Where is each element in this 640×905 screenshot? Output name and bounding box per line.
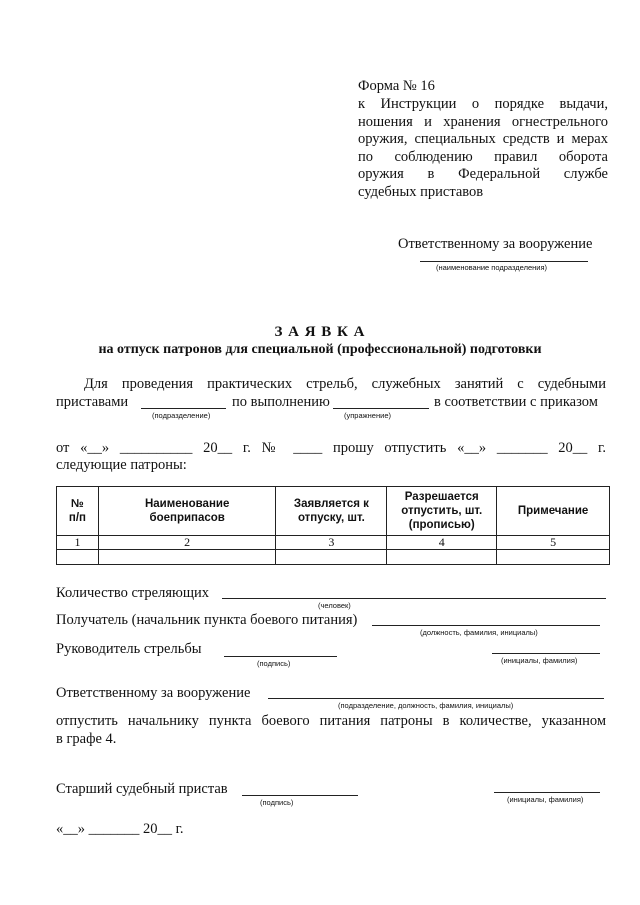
responsible-caption: (подразделение, должность, фамилия, инициалы) [338,701,514,710]
responsible-label: Ответственному за вооружение [56,685,251,701]
senior-sign-blank [242,795,358,796]
table-header-row [57,487,610,536]
table-cell [497,550,610,565]
cartridge-table [56,486,610,565]
body-line-3: от «__» __________ 20__ г. № ____ прошу отпустить «__» _______ 20__ г. [56,440,606,456]
subdivision-caption: (подразделение) [152,411,211,420]
body-line-2-b: по выполнению [232,394,330,410]
document-title: З А Я В К А [274,324,366,340]
shooters-blank [222,598,606,599]
signature-date: «__» _______ 20__ г. [56,821,184,837]
table-cell [387,550,497,565]
senior-name-caption: (инициалы, фамилия) [507,795,584,804]
table-cell: 2 [98,536,276,550]
header-cell-line: Примечание [517,505,589,517]
table-cell: 3 [276,536,387,550]
body-line-2-a: приставами [56,394,129,410]
header-note [497,487,610,536]
addressee-caption: (наименование подразделения) [436,263,548,272]
shooters-caption: (человек) [318,601,351,610]
header-line: к Инструкции о порядке выдачи, [358,96,608,112]
form-number: Форма № 16 [358,78,435,94]
header-allowed [387,487,497,536]
header-cell-line: боеприпасов [149,512,225,524]
body-line-4: следующие патроны: [56,457,187,473]
subdivision-blank [141,408,226,409]
table-cell [57,550,99,565]
exercise-caption: (упражнение) [344,411,391,420]
body-line-1: Для проведения практических стрельб, служебных занятий с судебными [84,376,606,392]
header-cell-line: п/п [68,512,86,524]
table-row [57,550,610,565]
senior-label: Старший судебный пристав [56,781,228,797]
header-cell-line: отпуску, шт. [297,512,365,524]
senior-name-blank [494,792,600,793]
head-name-blank [492,653,600,654]
senior-sign-caption: (подпись) [260,798,294,807]
header-line: ношения и хранения огнестрельного [358,113,608,130]
head-label: Руководитель стрельбы [56,641,202,657]
header-line: судебных приставов [358,183,484,200]
release-line-1: отпустить начальнику пункта боевого питания патроны в количестве, указанном [56,713,606,729]
table-cell: 1 [57,536,99,550]
addressee-line [420,261,588,262]
header-instruction [358,96,608,201]
header-line: оружия в Федеральной службе [358,166,608,182]
header-line: оружия, специальных средств и мерах [358,131,608,147]
head-sign-caption: (подпись) [257,659,291,668]
header-cell-line: Заявляется к [293,498,369,510]
table-cell: 5 [497,536,610,550]
table-cell [276,550,387,565]
recipient-label: Получатель (начальник пункта боевого питания) [56,612,358,628]
table-cell: 4 [387,536,497,550]
exercise-blank [333,408,429,409]
header-cell-line: отпустить, шт. [401,505,483,517]
recipient-caption: (должность, фамилия, инициалы) [420,628,538,637]
head-name-caption: (инициалы, фамилия) [501,656,578,665]
shooters-label: Количество стреляющих [56,585,210,601]
header-cell-line: Наименование [144,498,230,510]
responsible-blank [268,698,604,699]
release-line-2: в графе 4. [56,731,117,747]
header-ammo-name [98,487,276,536]
header-line: по соблюдению правил оборота [358,148,608,165]
header-number [57,487,99,536]
recipient-blank [372,625,600,626]
addressee-label: Ответственному за вооружение [398,236,593,252]
table-cell [98,550,276,565]
head-sign-blank [224,656,337,657]
table-number-row [57,536,610,550]
body-line-2-c: в соответствии с приказом [434,394,598,410]
header-requested [276,487,387,536]
header-cell-line: (прописью) [408,519,475,531]
header-cell-line: № [71,498,84,510]
document-subtitle: на отпуск патронов для специальной (профессиональной) подготовки [98,342,542,357]
header-cell-line: Разрешается [404,491,479,503]
